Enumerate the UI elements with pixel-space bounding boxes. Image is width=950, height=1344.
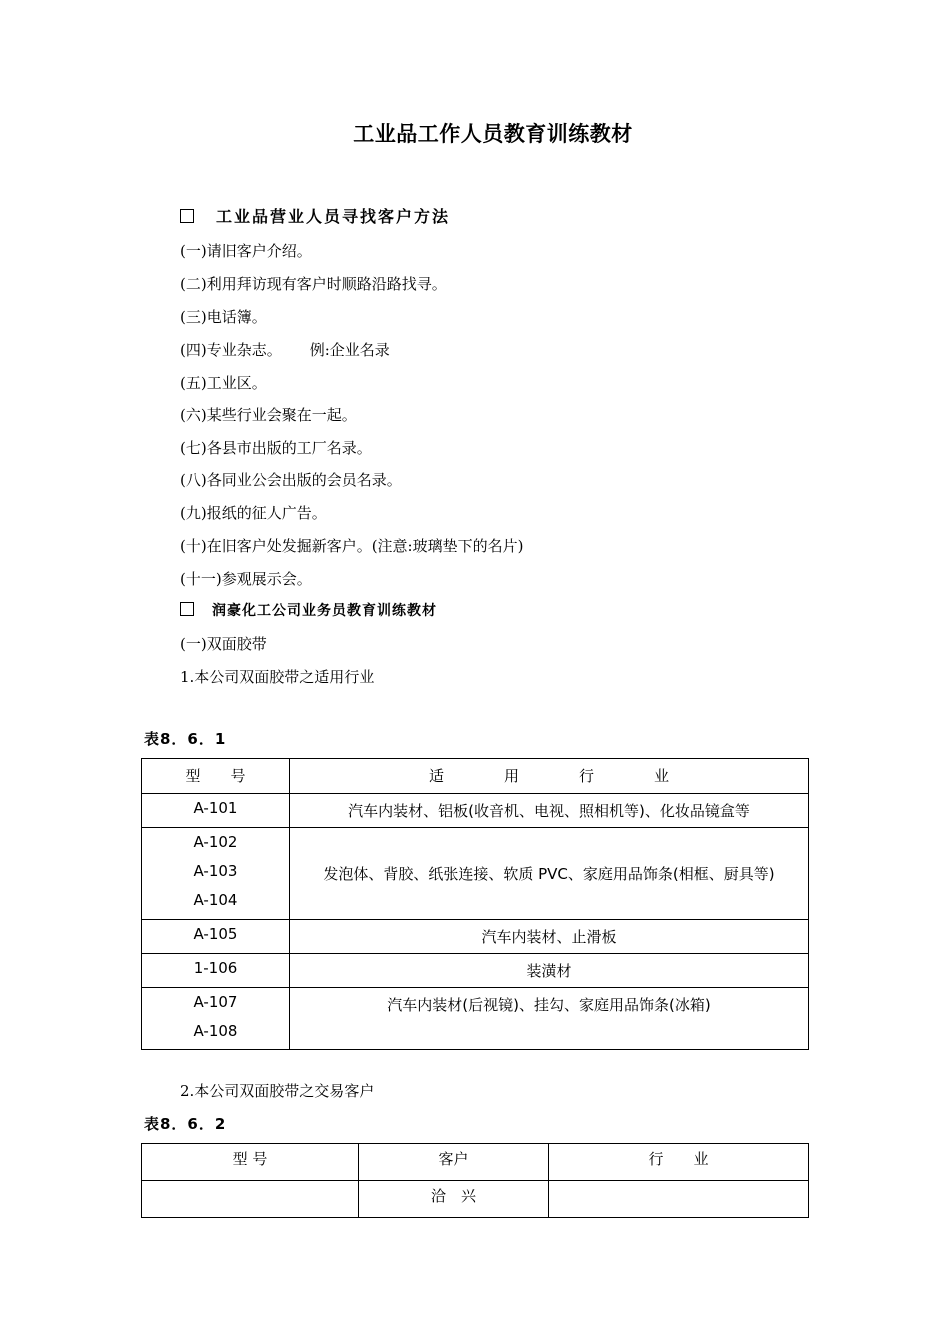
section-heading-find-customers — [180, 204, 450, 227]
list-item: (七)各县市出版的工厂名录。 — [180, 439, 372, 457]
model-code: A-104 — [193, 891, 238, 909]
header-cell-customer: 客户 — [359, 1144, 549, 1181]
list-item: (十)在旧客户处发掘新客户。(注意:玻璃垫下的名片) — [180, 537, 524, 555]
section-heading-text: 润豪化工公司业务员教育训练教材 — [212, 603, 437, 619]
model-code: A-108 — [193, 1022, 238, 1040]
table-row — [142, 920, 809, 954]
list-item: (八)各同业公会出版的会员名录。 — [180, 471, 402, 489]
document-title: 工业品工作人员教育训练教材 — [353, 122, 633, 146]
table-header-row — [142, 1144, 809, 1181]
list-item-example: 例:企业名录 — [309, 341, 390, 359]
list-item: (五)工业区。 — [180, 374, 267, 392]
table-label: 表8．6．2 — [144, 1115, 227, 1133]
model-code: A-103 — [193, 862, 238, 880]
model-code: A-105 — [193, 925, 238, 943]
section-heading-training — [180, 600, 437, 620]
table-row — [142, 954, 809, 988]
header-cell-model: 型 号 — [142, 1144, 359, 1181]
list-item: (一)请旧客户介绍。 — [180, 242, 312, 260]
list-item — [180, 339, 390, 360]
industry-cell: 装潢材 — [290, 954, 809, 988]
industry-cell: 汽车内装材、铝板(收音机、电视、照相机等)、化妆品镜盒等 — [290, 794, 809, 828]
table-row — [142, 794, 809, 828]
model-cell — [142, 794, 290, 828]
list-item: (十一)参观展示会。 — [180, 570, 312, 588]
header-cell-industry: 行 业 — [549, 1144, 809, 1181]
model-cell — [142, 954, 290, 988]
industry-cell: 汽车内装材、止滑板 — [290, 920, 809, 954]
industry-cell: 汽车内装材(后视镜)、挂勾、家庭用品饰条(冰箱) — [290, 988, 809, 1050]
list-item: (九)报纸的征人广告。 — [180, 504, 327, 522]
list-item-text: (四)专业杂志。 — [180, 341, 282, 359]
subsection-point: 2.本公司双面胶带之交易客户 — [180, 1082, 375, 1100]
model-code: A-102 — [193, 833, 238, 851]
table-row — [142, 988, 809, 1050]
model-cell — [142, 828, 290, 920]
header-cell-industry: 适 用 行 业 — [290, 759, 809, 794]
table-header-row — [142, 759, 809, 794]
checkbox-square-icon — [180, 209, 194, 223]
list-item: (二)利用拜访现有客户时顺路沿路找寻。 — [180, 275, 447, 293]
industry-cell: 发泡体、背胶、纸张连接、软质 PVC、家庭用品饰条(相框、厨具等) — [290, 828, 809, 920]
industry-cell — [549, 1181, 809, 1218]
subsection-heading: (一)双面胶带 — [180, 635, 267, 653]
model-code: A-107 — [193, 993, 238, 1011]
table-row — [142, 1181, 809, 1218]
model-code: 1-106 — [193, 959, 238, 977]
header-cell-model: 型 号 — [142, 759, 290, 794]
checkbox-square-icon — [180, 602, 194, 616]
table-label: 表8．6．1 — [144, 730, 227, 748]
list-item: (六)某些行业会聚在一起。 — [180, 406, 357, 424]
model-code: A-101 — [193, 799, 238, 817]
customer-table — [141, 1143, 809, 1218]
customer-cell: 洽 兴 — [359, 1181, 549, 1218]
model-cell — [142, 920, 290, 954]
model-cell — [142, 988, 290, 1050]
industry-table — [141, 758, 809, 1050]
section-heading-text: 工业品营业人员寻找客户方法 — [216, 207, 451, 226]
model-cell — [142, 1181, 359, 1218]
list-item: (三)电话簿。 — [180, 308, 267, 326]
table-row — [142, 828, 809, 920]
subsection-point: 1.本公司双面胶带之适用行业 — [180, 668, 375, 686]
